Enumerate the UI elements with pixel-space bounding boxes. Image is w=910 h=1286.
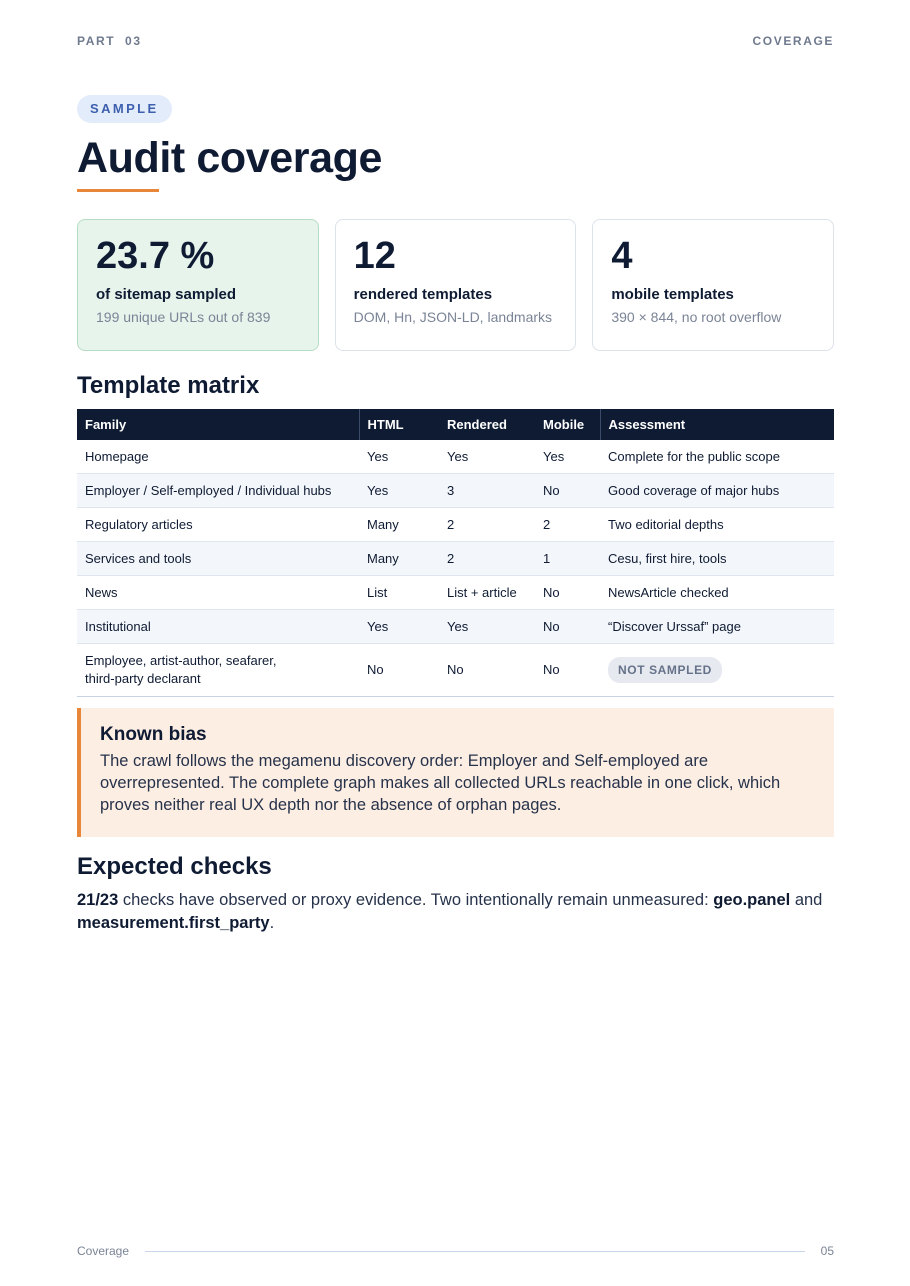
table-cell: No [359, 644, 439, 697]
callout-body: The crawl follows the megamenu discovery order: Employer and Self-employed are overrepresented. The complete graph makes all collected URLs reachable in one click, which proves neither real UX depth nor the absence of orphan pages. [100, 752, 781, 814]
stat-value: 12 [353, 235, 396, 277]
table-cell: Good coverage of major hubs [600, 474, 834, 508]
table-cell: Cesu, first hire, tools [600, 542, 834, 576]
column-header: Family [85, 417, 127, 432]
part-label: PART 03 [77, 34, 142, 48]
table-cell: 1 [535, 542, 600, 576]
table-cell: No [535, 610, 600, 644]
table-row [77, 576, 834, 610]
table-cell: Institutional [77, 610, 359, 644]
table-cell: Yes [439, 440, 535, 474]
matrix-title: Template matrix [77, 372, 260, 399]
checks-title: Expected checks [77, 853, 272, 880]
stat-value: 4 [611, 235, 633, 277]
table-cell: Services and tools [77, 542, 359, 576]
page-title: Audit coverage [77, 134, 383, 182]
checks-conjunction: and [790, 891, 823, 909]
table-row [77, 610, 834, 644]
table-cell: List + article [439, 576, 535, 610]
table-row [77, 542, 834, 576]
checks-text: checks have observed or proxy evidence. Two intentionally remain unmeasured: [118, 891, 714, 909]
table-cell: Many [359, 542, 439, 576]
column-header: HTML [359, 409, 439, 440]
callout-title: Known bias [100, 724, 207, 745]
stat-cards [77, 219, 834, 351]
table-cell: Yes [439, 610, 535, 644]
column-header: Assessment [600, 409, 834, 440]
running-header [77, 34, 834, 48]
footer-divider [145, 1251, 805, 1252]
sample-badge: SAMPLE [77, 95, 172, 123]
family-line: third-party declarant [85, 671, 201, 686]
table-header-row [77, 409, 834, 440]
table-cell: List [359, 576, 439, 610]
table-cell: “Discover Urssaf” page [600, 610, 834, 644]
stat-sub: DOM, Hn, JSON-LD, landmarks [353, 309, 553, 325]
table-cell: Complete for the public scope [600, 440, 834, 474]
table-cell: No [535, 644, 600, 697]
table-cell [600, 644, 834, 697]
page-footer [77, 1244, 834, 1258]
check-item: geo.panel [713, 891, 791, 909]
stat-card-sitemap [77, 219, 319, 351]
checks-paragraph [77, 889, 834, 935]
stat-value: 23.7 % [96, 235, 215, 277]
table-cell: Yes [359, 610, 439, 644]
stat-label: of sitemap sampled [96, 286, 237, 303]
stat-label: mobile templates [611, 286, 734, 303]
stat-label: rendered templates [353, 286, 493, 303]
table-row [77, 440, 834, 474]
page-number: 05 [820, 1244, 834, 1258]
table-row [77, 508, 834, 542]
checks-count: 21/23 [77, 891, 119, 909]
column-header: Mobile [543, 417, 585, 432]
checks-end: . [269, 914, 275, 932]
footer-label: Coverage [77, 1244, 130, 1258]
template-matrix-table [77, 409, 834, 697]
table-row [77, 644, 834, 697]
table-cell: 2 [535, 508, 600, 542]
stat-card-rendered [335, 219, 577, 351]
table-cell: NewsArticle checked [600, 576, 834, 610]
table-cell: 2 [439, 508, 535, 542]
table-cell: Many [359, 508, 439, 542]
table-cell: 2 [439, 542, 535, 576]
section-label: COVERAGE [752, 34, 834, 48]
table-cell: No [439, 644, 535, 697]
table-row [77, 474, 834, 508]
check-item: measurement.first_party [77, 914, 270, 932]
table-cell: Yes [359, 474, 439, 508]
table-cell: Yes [535, 440, 600, 474]
table-cell: No [535, 576, 600, 610]
not-sampled-badge: NOT SAMPLED [608, 657, 722, 683]
stat-sub: 199 unique URLs out of 839 [96, 309, 271, 325]
table-cell: No [535, 474, 600, 508]
known-bias-callout [77, 708, 834, 837]
table-cell: Regulatory articles [77, 508, 359, 542]
table-cell: Yes [359, 440, 439, 474]
table-cell: Homepage [77, 440, 359, 474]
family-line: Employee, artist-author, seafarer, [85, 653, 277, 668]
stat-sub: 390 × 844, no root overflow [611, 309, 782, 325]
table-cell [77, 644, 359, 697]
column-header: Rendered [447, 417, 507, 432]
table-cell: News [77, 576, 359, 610]
table-cell: 3 [439, 474, 535, 508]
table-cell: Employer / Self-employed / Individual hubs [77, 474, 359, 508]
stat-card-mobile [592, 219, 834, 351]
table-cell: Two editorial depths [600, 508, 834, 542]
title-underline [77, 189, 159, 192]
